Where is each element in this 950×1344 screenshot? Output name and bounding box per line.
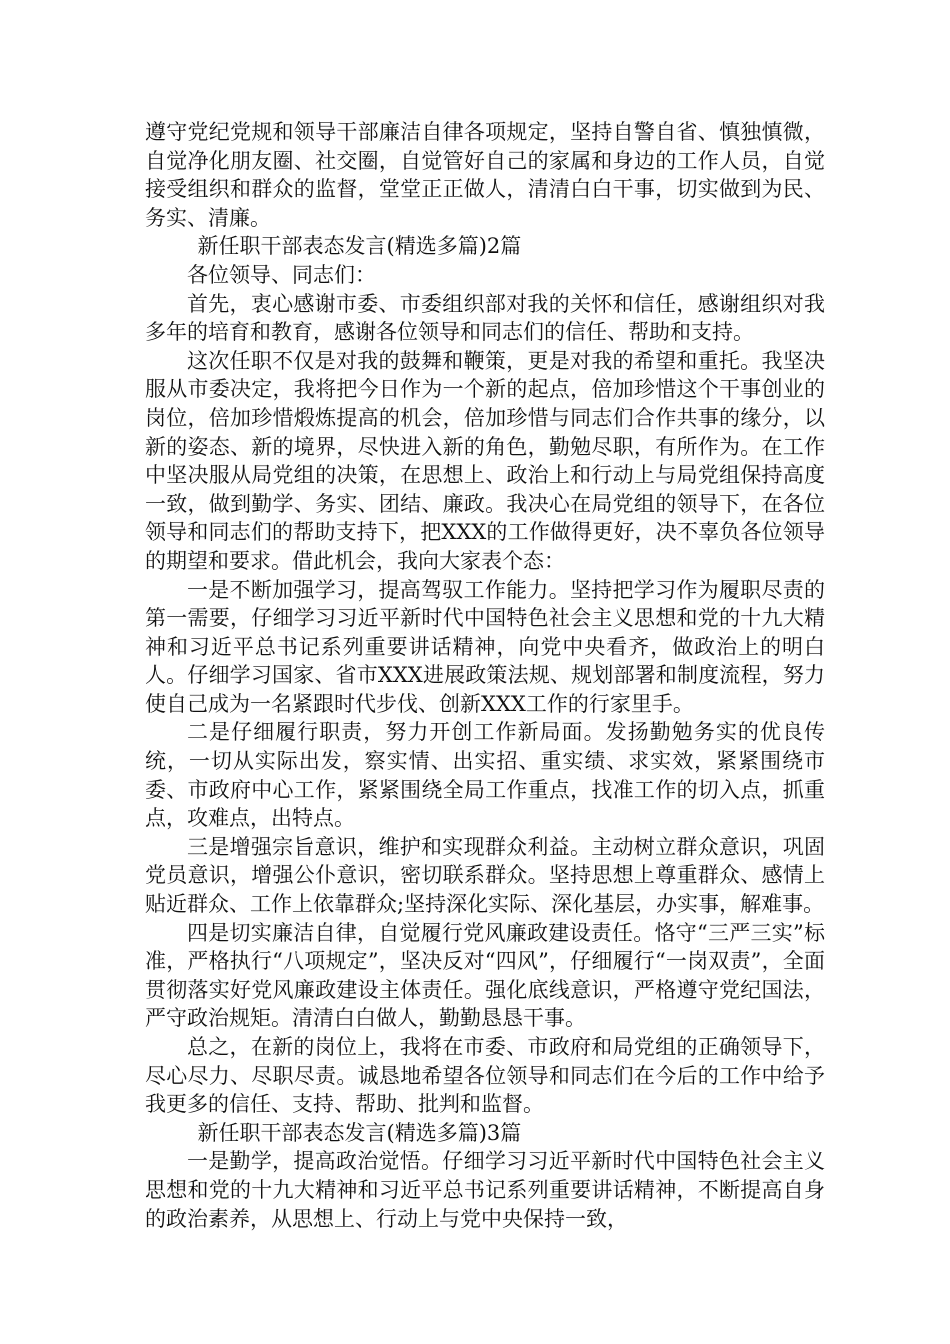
- paragraph-point-four: 四是切实廉洁自律，自觉履行党风廉政建设责任。恪守“三严三实”标准，严格执行“八项规定”，坚决反对“四风”，仔细履行“一岗双责”，全面贯彻落实好党风廉政建设主体责任。强化底线意识，严格遵守党纪国法，严守政治规矩。清清白白做人，勤勤恳恳干事。: [145, 920, 825, 1031]
- section-heading-3: 新任职干部表态发言(精选多篇)3篇: [197, 1120, 522, 1145]
- paragraph-section3-point-one: 一是勤学，提高政治觉悟。仔细学习习近平新时代中国特色社会主义思想和党的十九大精神和习近平总书记系列重要讲话精神，不断提高自身的政治素养，从思想上、行动上与党中央保持一致，: [145, 1149, 825, 1231]
- paragraph-thanks: 首先，衷心感谢市委、市委组织部对我的关怀和信任，感谢组织对我多年的培育和教育，感谢各位领导和同志们的信任、帮助和支持。: [145, 291, 825, 345]
- paragraph-conclusion: 总之，在新的岗位上，我将在市委、市政府和局党组的正确领导下，尽心尽力、尽职尽责。诚恳地希望各位领导和同志们在今后的工作中给予我更多的信任、支持、帮助、批判和监督。: [145, 1035, 825, 1117]
- section-heading-2: 新任职干部表态发言(精选多篇)2篇: [197, 234, 522, 259]
- paragraph-point-two: 二是仔细履行职责，努力开创工作新局面。发扬勤勉务实的优良传统，一切从实际出发，察实情、出实招、重实绩、求实效，紧紧围绕市委、市政府中心工作，紧紧围绕全局工作重点，找准工作的切入点，抓重点，攻难点，出特点。: [145, 720, 825, 831]
- salutation: 各位领导、同志们：: [187, 262, 376, 287]
- paragraph-point-one: 一是不断加强学习，提高驾驭工作能力。坚持把学习作为履职尽责的第一需要，仔细学习习近平新时代中国特色社会主义思想和党的十九大精神和习近平总书记系列重要讲话精神，向党中央看齐，做政治上的明白人。仔细学习国家、省市XXX进展政策法规、规划部署和制度流程，努力使自己成为一名紧跟时代步伐、创新XXX工作的行家里手。: [145, 577, 825, 716]
- paragraph-point-three: 三是增强宗旨意识，维护和实现群众利益。主动树立群众意识，巩固党员意识，增强公仆意识，密切联系群众。坚持思想上尊重群众、感情上贴近群众、工作上依靠群众;坚持深化实际、深化基层，办实事，解难事。: [145, 834, 825, 917]
- paragraph-commitment: 这次任职不仅是对我的鼓舞和鞭策，更是对我的希望和重托。我坚决服从市委决定，我将把今日作为一个新的起点，倍加珍惜这个干事创业的岗位，倍加珍惜煅炼提高的机会，倍加珍惜与同志们合作共事的缘分，以新的姿态、新的境界，尽快进入新的角色，勤勉尽职，有所作为。在工作中坚决服从局党组的决策，在思想上、政治上和行动上与局党组保持高度一致，做到勤学、务实、团结、廉政。我决心在局党组的领导下，在各位领导和同志们的帮助支持下，把XXX的工作做得更好，决不辜负各位领导的期望和要求。借此机会，我向大家表个态：: [145, 348, 825, 573]
- paragraph-continued: 遵守党纪党规和领导干部廉洁自律各项规定，坚持自警自省、慎独慎微，自觉净化朋友圈、社交圈，自觉管好自己的家属和身边的工作人员，自觉接受组织和群众的监督，堂堂正正做人，清清白白干事，切实做到为民、务实、清廉。: [145, 120, 825, 230]
- document-page: [145, 118, 825, 1233]
